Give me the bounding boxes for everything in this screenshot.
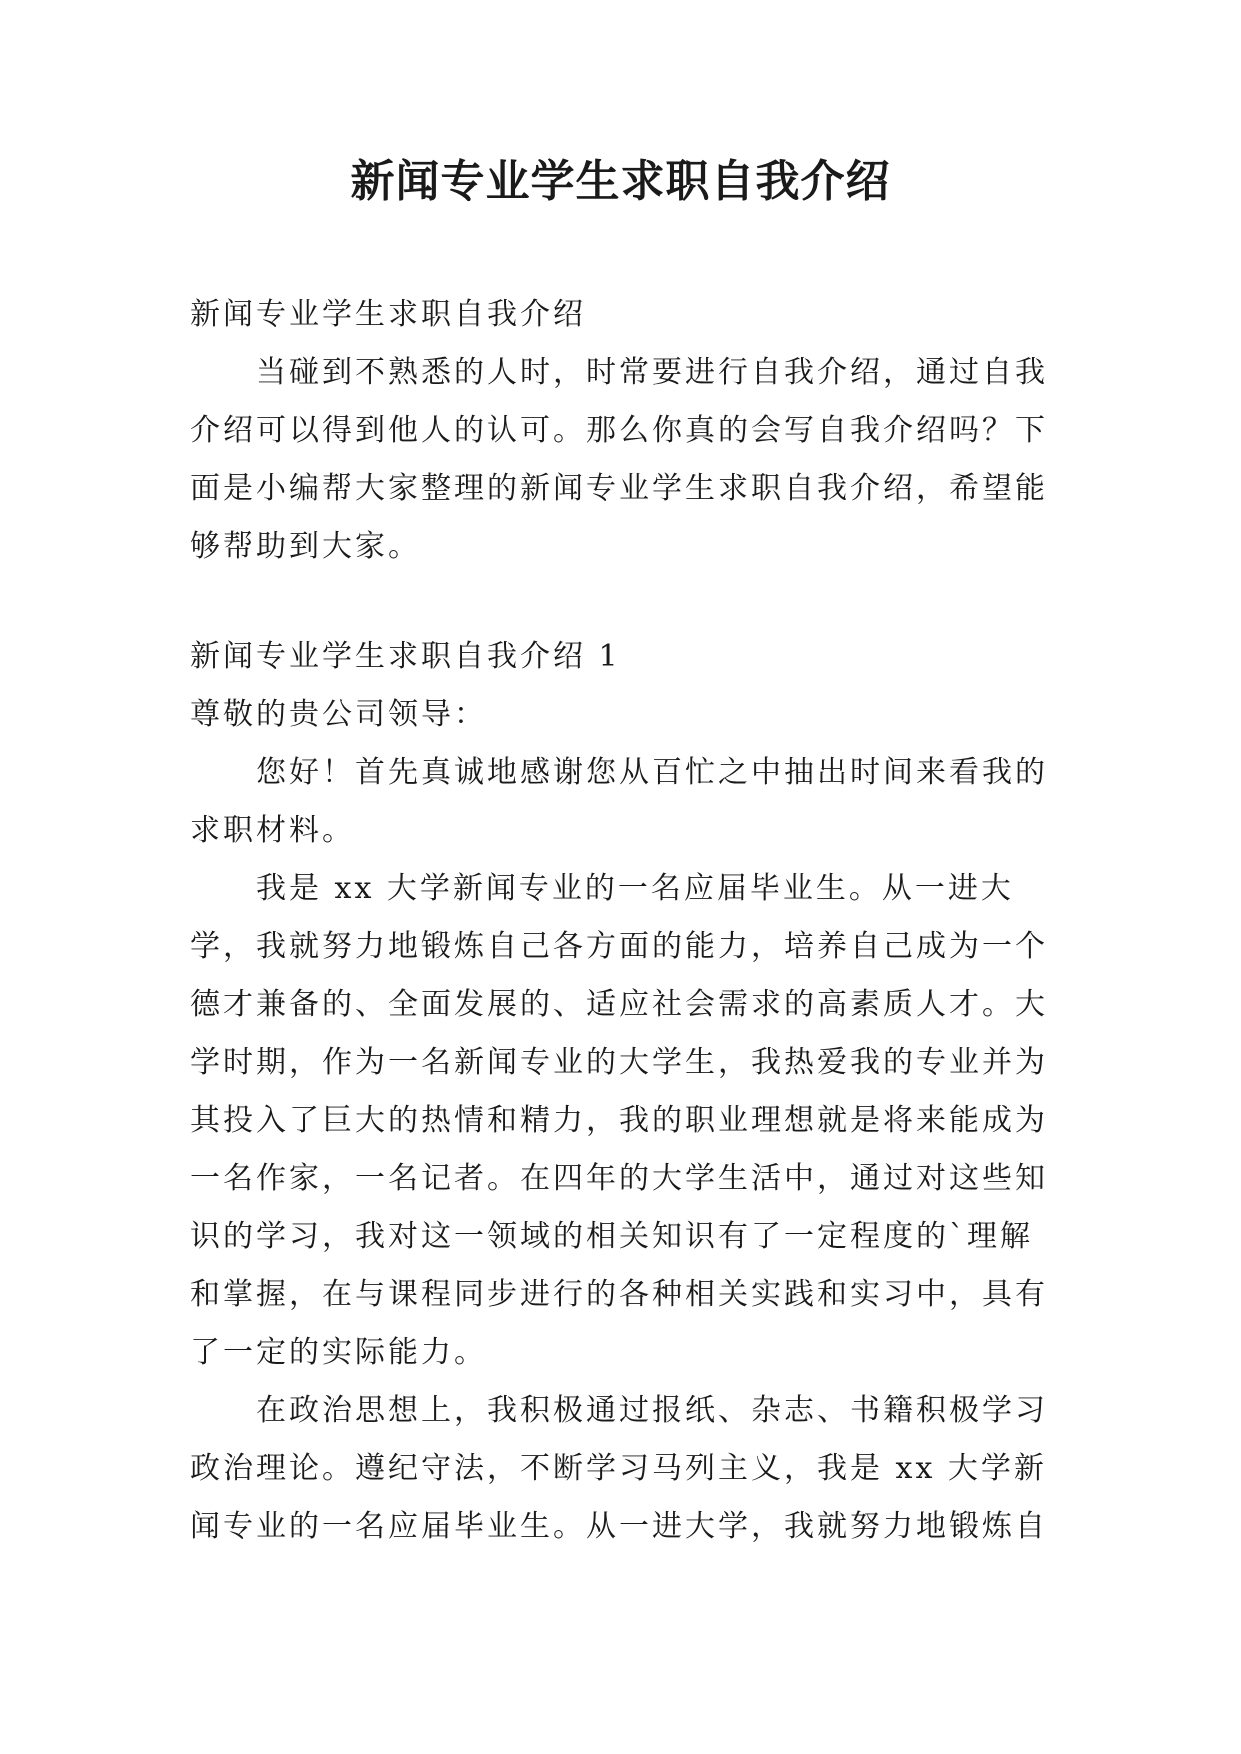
- politics-paragraph: 在政治思想上，我积极通过报纸、杂志、书籍积极学习政治理论。遵纪守法，不断学习马列主义，我是 xx 大学新闻专业的一名应届毕业生。从一进大学，我就努力地锻炼自: [190, 1393, 1048, 1544]
- document-title: 新闻专业学生求职自我介绍: [350, 156, 891, 207]
- background-paragraph: 我是 xx 大学新闻专业的一名应届毕业生。从一进大学，我就努力地锻炼自己各方面的能力，培养自己成为一个德才兼备的、全面发展的、适应社会需求的高素质人才。大学时期，作为一名新闻专业的大学生，我热爱我的专业并为其投入了巨大的热情和精力，我的职业理想就是将来能成为一名作家，一名记者。在四年的大学生活中，通过对这些知识的学习，我对这一领域的相关知识有了一定程度的`理解和掌握，在与课程同步进行的各种相关实践和实习中，具有了一定的实际能力。: [190, 871, 1048, 1370]
- greeting-paragraph: 您好！首先真诚地感谢您从百忙之中抽出时间来看我的求职材料。: [190, 755, 1048, 848]
- section-heading: 新闻专业学生求职自我介绍 1: [190, 639, 621, 674]
- subtitle-paragraph: 新闻专业学生求职自我介绍: [190, 297, 586, 332]
- document-body: [190, 286, 1052, 1556]
- intro-paragraph: 当碰到不熟悉的人时，时常要进行自我介绍，通过自我介绍可以得到他人的认可。那么你真的会写自我介绍吗？下面是小编帮大家整理的新闻专业学生求职自我介绍，希望能够帮助到大家。: [190, 355, 1048, 564]
- salutation: 尊敬的贵公司领导：: [190, 697, 487, 732]
